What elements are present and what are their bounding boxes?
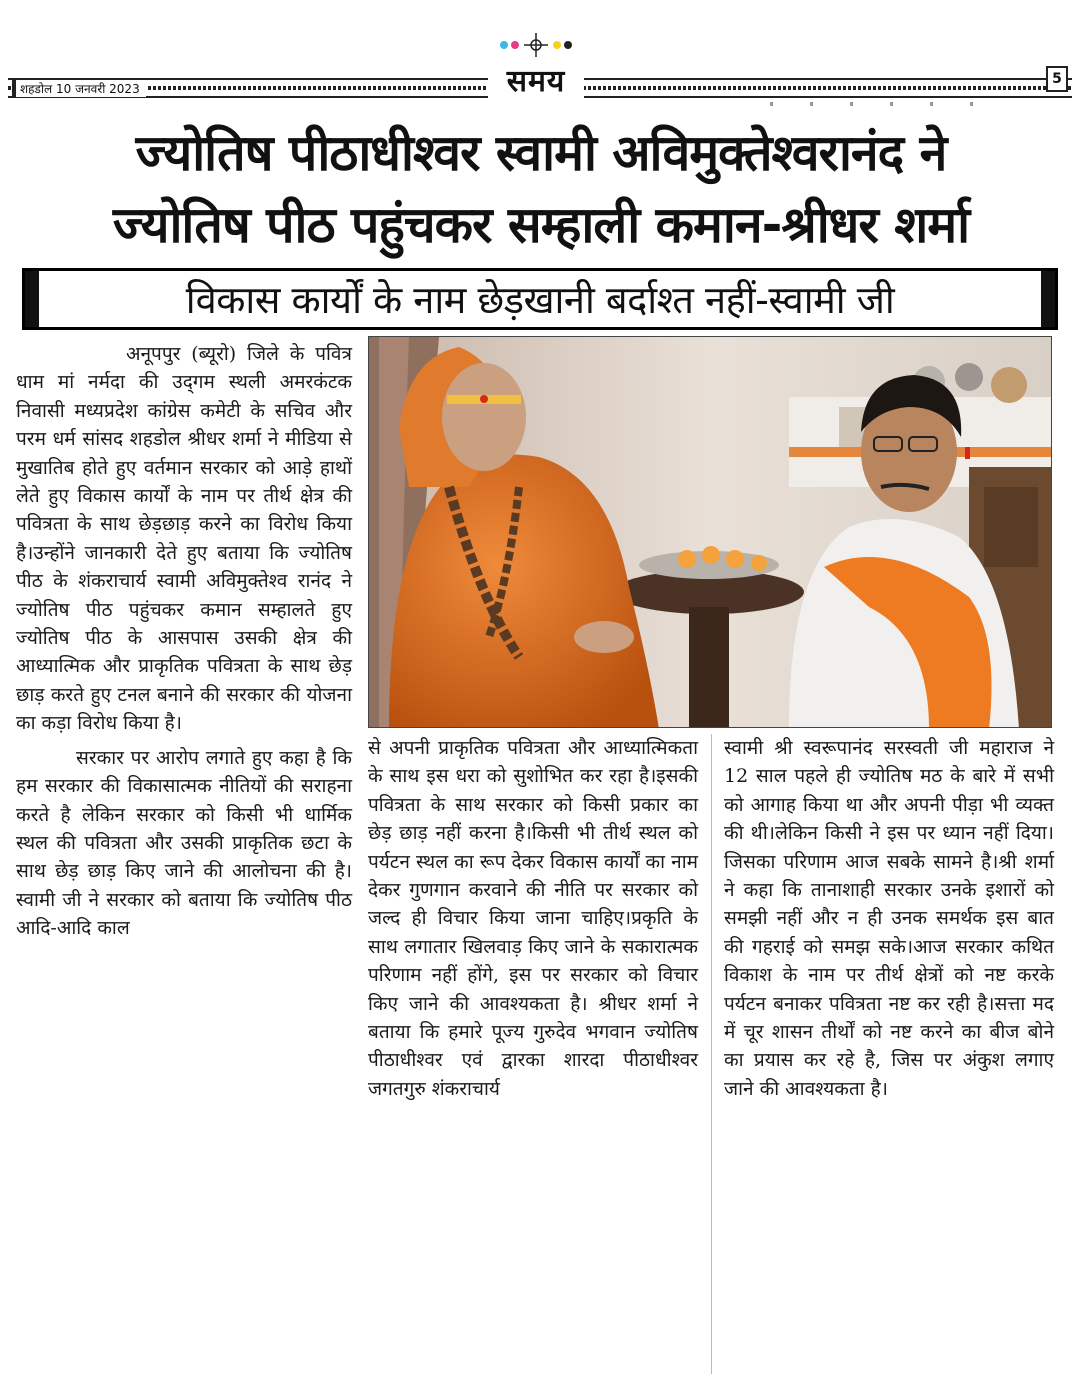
issue-date: शहडोल 10 जनवरी 2023 <box>12 80 146 97</box>
headline-line-1: ज्योतिष पीठाधीश्वर स्वामी अविमुक्तेश्वरानंद ने <box>135 124 947 182</box>
decorative-marks <box>770 102 990 106</box>
headline-line-2: ज्योतिष पीठ पहुंचकर सम्हाली कमान-श्रीधर शर्मा <box>112 196 970 254</box>
subheadline-left-bar <box>25 271 39 327</box>
column-divider <box>711 734 712 1374</box>
newspaper-logo: समय <box>488 63 584 101</box>
article-paragraph: अनूपपुर (ब्यूरो) जिले के पवित्र धाम मां नर्मदा की उद्‌गम स्थली अमरकंटक निवासी मध्यप्रदेश कांग्रेस कमेटी के सचिव और परम धर्म सांसद शहडोल श्रीधर शर्मा ने मीडिया से मुखातिब होते हुए वर्तमान सरकार को आड़े हाथों लेते हुए विकास कार्यों के नाम पर तीर्थ क्षेत्र की पवित्रता के साथ छेड़छाड़ करने का विरोध किया है।उन्होंने जानकारी देते हुए बताया कि ज्योतिष पीठ के शंकराचार्य स्वामी अविमुक्तेश्व रानंद ने ज्योतिष पीठ पहुंचकर कमान सम्हालते हुए ज्योतिष पीठ के आसपास उसकी क्षेत्र की आध्यात्मिक और प्राकृतिक पवित्रता के साथ छेड़ छाड़ करते हुए टनल बनाने की सरकार की योजना का कड़ा विरोध किया है। <box>16 343 352 735</box>
article-paragraph: सरकार पर आरोप लगाते हुए कहा है कि हम सरकार की विकासात्मक नीतियों की सराहना करते है लेकिन सरकार को किसी भी धार्मिक स्थल की पवित्रता और उसकी प्राकृतिक छटा के साथ छेड़ छाड़ किए जाने की आलोचना की है।स्वामी जी ने सरकार को बताया कि ज्योतिष पीठ आदि-आदि काल <box>16 746 352 940</box>
subheadline: विकास कार्यों के नाम छेड़खानी बर्दाश्त नहीं-स्वामी जी <box>185 278 895 322</box>
article-column-1 <box>16 340 352 943</box>
article-paragraph: से अपनी प्राकृतिक पवित्रता और आध्यात्मिकता के साथ इस धरा को सुशोभित कर रहा है।इसकी पवित्रता के साथ सरकार को किसी प्रकार का छेड़ छाड़ नहीं करना है।किसी भी तीर्थ स्थल को पर्यटन स्थल का रूप देकर विकास कार्यों का नाम देकर गुणगान करवाने की नीति पर सरकार को जल्द ही विचार किया जाना चाहिए।प्रकृति के साथ लगातार खिलवाड़ किए जाने के सकारात्मक परिणाम नहीं होंगे, इस पर सरकार को विचार किए जाने की आवश्यकता है। श्रीधर शर्मा ने बताया कि हमारे पूज्य गुरुदेव भगवान ज्योतिष पीठाधीश्वर एवं द्वारका शारदा पीठाधीश्वर जगतगुरु शंकराचार्य <box>368 737 698 1100</box>
page-number: 5 <box>1046 66 1068 92</box>
subheadline-right-bar <box>1041 271 1055 327</box>
photo-two-men-seated-icon <box>369 337 1052 728</box>
news-photo <box>368 336 1052 728</box>
article-column-3 <box>724 734 1054 1103</box>
article-column-2 <box>368 734 698 1103</box>
article-paragraph: स्वामी श्री स्वरूपानंद सरस्वती जी महाराज ने 12 साल पहले ही ज्योतिष मठ के बारे में सभी को आगाह किया था और अपनी पीड़ा भी व्यक्त की थी।लेकिन किसी ने इस पर ध्यान नहीं दिया।जिसका परिणाम आज सबके सामने है।श्री शर्मा ने कहा कि तानाशाही सरकार उनके इशारों को समझी नहीं और न ही उनक समर्थक इस बात की गहराई को समझ सके।आज सरकार कथित विकाश के नाम पर तीर्थ क्षेत्रों को नष्ट करके पर्यटन बनाकर पवित्रता नष्ट कर रही है।सत्ता मद में चूर शासन तीर्थों को नष्ट करने का बीज बोने का प्रयास कर रहे है, जिस पर अंकुश लगाए जाने की आवश्यकता है। <box>724 737 1054 1100</box>
registration-marks-icon <box>496 30 576 60</box>
subheadline-box <box>22 268 1058 330</box>
